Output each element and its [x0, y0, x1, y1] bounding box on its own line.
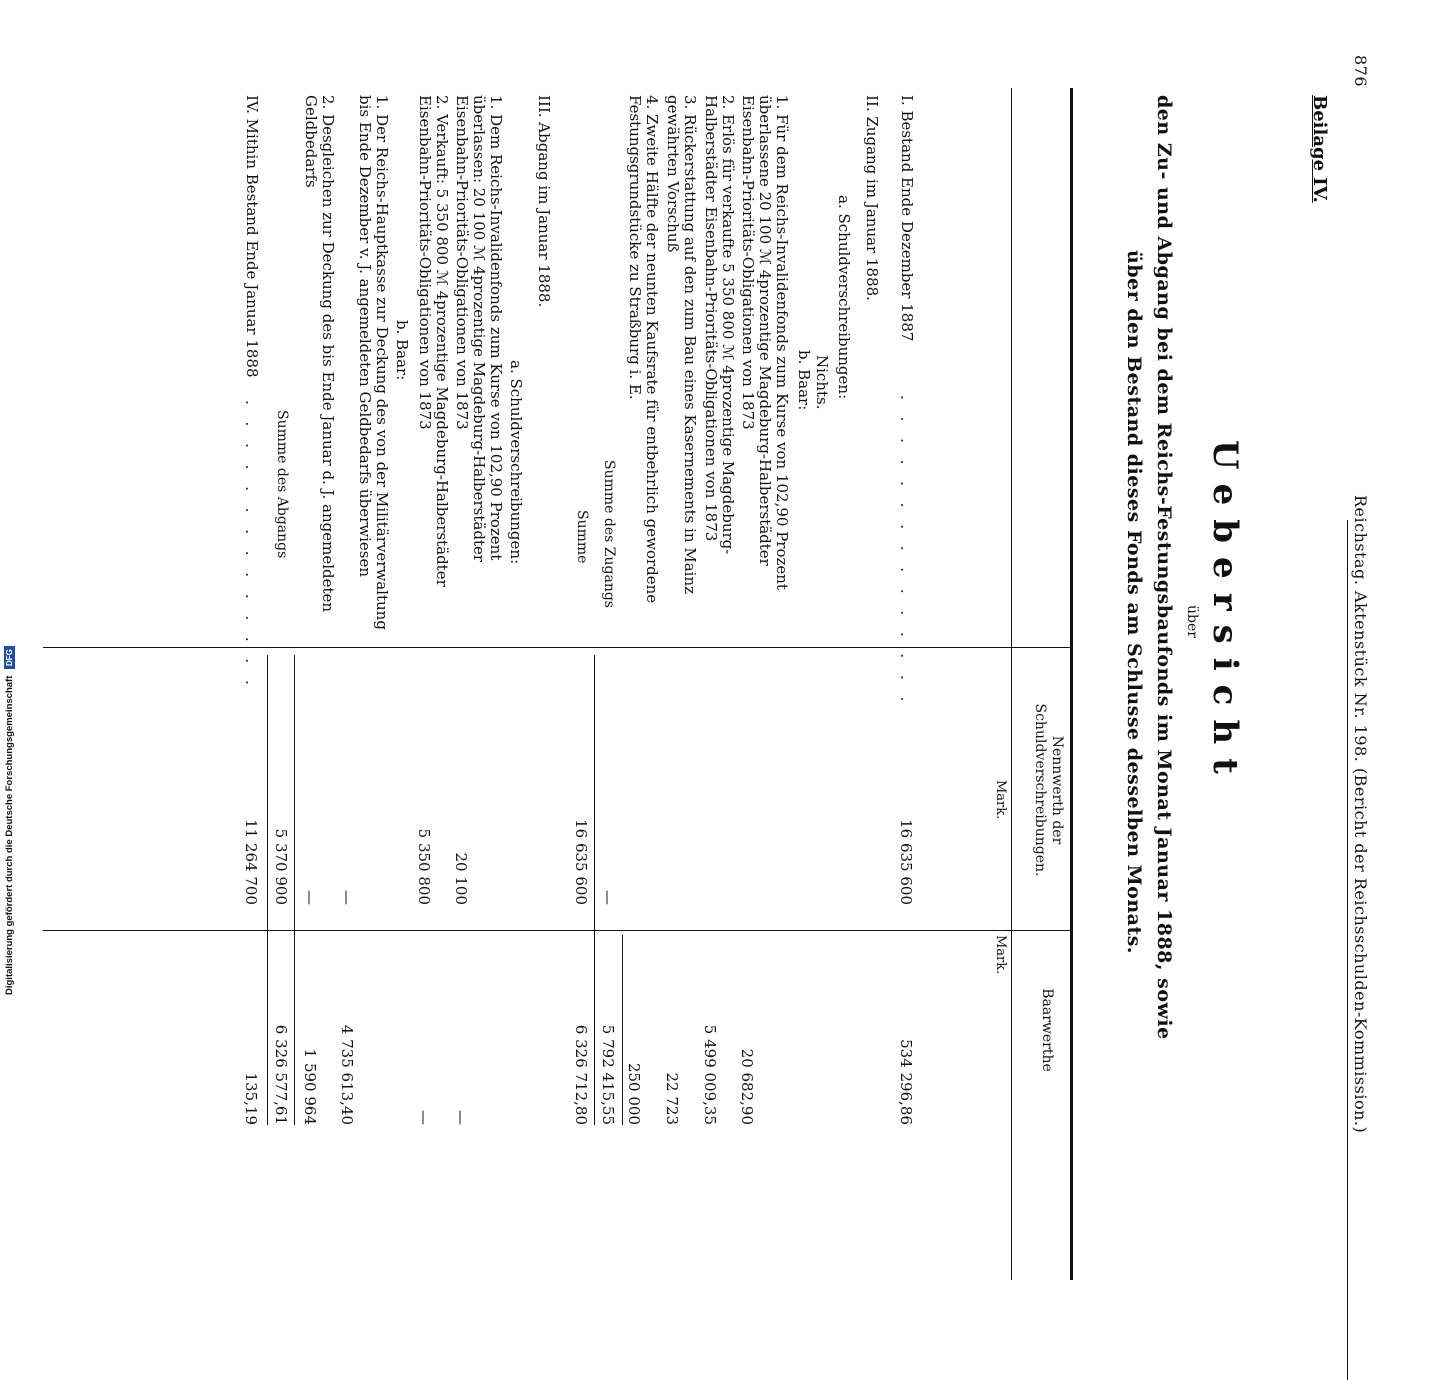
abgang-b2-text: 2. Desgleichen zur Deckung des bis Ende Januar d. J. angemeldeten Geldbedarfs	[302, 95, 337, 613]
zugang-b3-text: 3. Rückerstattung auf den zum Bau eines Kasernements in Mainz gewährten Vorschuß	[664, 95, 699, 595]
sum-zugang-nennwerth: —	[599, 890, 617, 905]
col-head-baarwerthe: Baarwerthe	[1039, 988, 1055, 1072]
abgang-b2-baar: 1 590 964	[301, 1048, 319, 1125]
abgang-a1-baar: —	[452, 1110, 470, 1125]
summe-label: Summe	[574, 510, 590, 564]
abgang-a1-text: 1. Dem Reichs-Invalidenfonds zum Kurse von 102,90 Prozent überlassen: 20 100 ℳ 4prozentige Magdeburg-Halberstädter Eisenbahn-Prioritäts-Obligationen von 1873	[453, 95, 505, 563]
abgang-a2-nennwerth: 5 350 800	[415, 828, 433, 905]
col-head-nennwerth: Nennwerth der Schuldverschreibungen.	[1032, 703, 1065, 877]
abgang-b1-baar: 4 735 613,40	[338, 1024, 356, 1125]
zugang-b4-baar: 250 000	[625, 1062, 643, 1125]
digitization-note-text: Digitalisierung gefördert durch die Deutsche Forschungsgemeinschaft	[4, 675, 15, 995]
unit-baar: Mark.	[993, 935, 1008, 975]
summe-nennwerth: 16 635 600	[572, 819, 590, 905]
header-rule	[1347, 520, 1348, 1380]
zugang-b1-baar: 20 682,90	[738, 1048, 756, 1125]
row-bestand-dezember-label: I. Bestand Ende Dezember 1887	[898, 95, 916, 342]
abgang-b-label: b. Baar:	[393, 320, 411, 381]
abgang-a1-nennwerth: 20 100	[452, 852, 470, 905]
sum-abgang-label: Summe des Abgangs	[274, 410, 290, 559]
row-abgang-label: III. Abgang im Januar 1888.	[535, 95, 553, 308]
subtitle-line-2: über den Bestand dieses Fonds am Schlusse desselben Monats.	[1123, 250, 1145, 955]
dfg-logo: DFG	[4, 646, 15, 669]
zugang-b3-baar: 22 723	[663, 1072, 681, 1125]
document-title: Uebersicht	[1205, 440, 1245, 788]
table-head-rule	[1011, 88, 1012, 1280]
beilage-label: Beilage IV.	[1309, 95, 1330, 203]
abgang-a2-text: 2. Verkauft: 5 350 800 ℳ 4prozentige Magdeburg-Halberstädter Eisenbahn-Prioritäts-Obligationen von 1873	[416, 95, 451, 587]
zugang-b-label: b. Baar:	[795, 350, 813, 411]
dot-leader: . . . . . . . . . . . . . .	[242, 400, 260, 691]
row-zugang-label: II. Zugang im Januar 1888.	[863, 95, 881, 301]
row-bestand-januar-label: IV. Mithin Bestand Ende Januar 1888	[243, 95, 261, 378]
final-rule	[267, 655, 268, 1125]
zugang-b4-text: 4. Zweite Hälfte der neunten Kaufsrate für entbehrlich gewordene Festungsgrundstücke zu Straßburg i. E.	[626, 95, 661, 604]
col-divider-1	[43, 647, 1073, 648]
table-top-rule	[1070, 88, 1073, 1280]
running-title: Reichstag. Aktenstück Nr. 198. (Bericht der Reichsschulden-Kommission.)	[1351, 495, 1370, 1134]
sum-zugang-label: Summe des Zugangs	[601, 460, 617, 608]
sum-abgang-nennwerth: 5 370 900	[272, 828, 290, 905]
summe-baar: 6 326 712,80	[572, 1024, 590, 1125]
zugang-a-label: a. Schuldverschreibungen:	[835, 195, 853, 400]
dot-leader: . . . . . . . . . . . . . . .	[897, 395, 915, 708]
zugang-b1-text: 1. Für dem Reichs-Invalidenfonds zum Kurse von 102,90 Prozent überlassene 20 100 ℳ 4prozentige Magdeburg-Halberstädter Eisenbahn-Prioritäts-Obligationen von 1873	[739, 95, 791, 590]
abgang-sum-rule	[294, 655, 295, 1125]
col-divider-2	[43, 930, 1073, 931]
ueber-word: über	[1184, 605, 1200, 638]
abgang-a2-baar: —	[415, 1110, 433, 1125]
row-bestand-januar-baar: 135,19	[242, 1072, 260, 1125]
abgang-b1-text: 1. Der Reichs-Hauptkasse zur Deckung des von der Militärverwaltung bis Ende Dezember v. J. angemeldeten Geldbedarfs überwiesen	[356, 95, 391, 630]
abgang-b2-nennwerth: —	[301, 890, 319, 905]
zugang-a-none: Nichts.	[813, 355, 831, 410]
sum-rule	[622, 935, 623, 1125]
abgang-a-label: a. Schuldverschreibungen:	[507, 360, 525, 565]
subtitle-line-1: den Zu- und Abgang bei dem Reichs-Festungsbaufonds im Monat Januar 1888, sowie	[1153, 95, 1175, 1040]
summe-rule	[594, 655, 595, 1125]
digitization-note	[4, 600, 18, 995]
digitization-sidebar	[4, 600, 18, 995]
row-bestand-dezember-baar: 534 296,86	[897, 1039, 915, 1125]
abgang-b1-nennwerth: —	[338, 890, 356, 905]
zugang-b2-baar: 5 499 009,35	[701, 1024, 719, 1125]
row-bestand-januar-nennwerth: 11 264 700	[242, 819, 260, 905]
sum-zugang-baar: 5 792 415,55	[599, 1024, 617, 1125]
row-bestand-dezember-nennwerth: 16 635 600	[897, 819, 915, 905]
zugang-b2-text: 2. Erlös für verkaufte 5 350 800 ℳ 4prozentige Magdeburg-Halberstädter Eisenbahn-Prioritäts-Obligationen von 1873	[702, 95, 737, 555]
unit-nennwerth: Mark.	[993, 780, 1008, 820]
page-number: 876	[1351, 55, 1370, 88]
sum-abgang-baar: 6 326 577,61	[272, 1024, 290, 1125]
